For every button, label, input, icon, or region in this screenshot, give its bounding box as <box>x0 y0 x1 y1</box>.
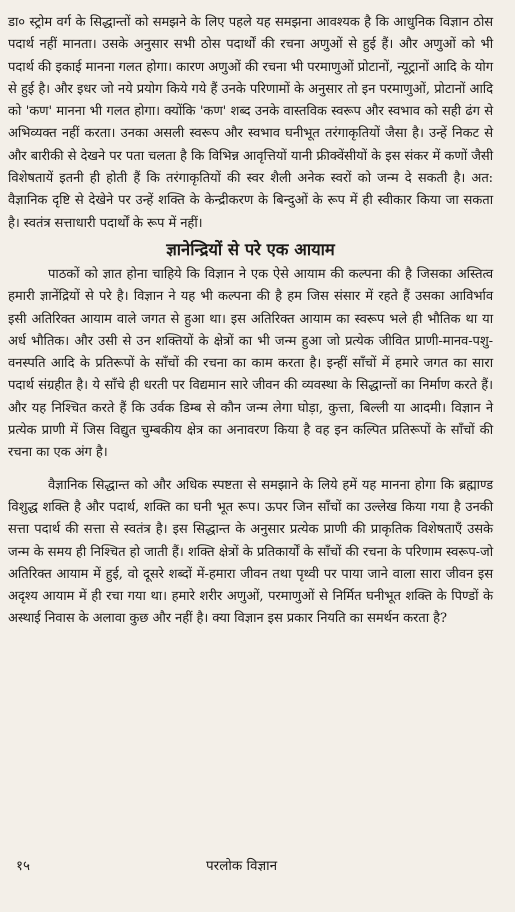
body-paragraph: डा० स्ट्रोम वर्ग के सिद्धान्तों को समझने के लिए पहले यह समझना आवश्यक है कि आधुनिक विज्ञान ठोस पदार्थ नहीं मानता। उसके अनुसार सभी ठोस पदार्थों की रचना अणुओं से हुई हैं। और अणुओं को भी पदार्थ की इकाई मानना गलत होगा। कारण अणुओं की रचना भी परमाणुओं प्रोटानों, न्यूट्रानों आदि के योग से हुई है। और इधर जो नये प्रयोग किये गये हैं उनके परिणामों के अनुसार तो इन परमाणुओं, प्रोटानों आदि को 'कण' मानना भी गलत होगा। क्योंकि 'कण' शब्द उनके वास्तविक स्वरूप और स्वभाव को सही ढंग से अभिव्यक्त नहीं करता। उनका असली स्वरूप और स्वभाव घनीभूत तरंगाकृतियों जैसा है। उन्हें निकट से और बारीकी से देखने पर पता चलता है कि विभिन्न आवृत्तियों यानी फ्रीक्वेंसीयों के इस संकर में कणों जैसी विशेषतायें इतनी ही होती हैं कि तरंगाकृतियों की स्वर शैली अनेक स्वरों को जन्म दे सकती है। अत: वैज्ञानिक दृष्टि से देखेने पर उन्हें शक्ति के केन्द्रीकरण के बिन्दुओं के रूप में ही स्वीकार किया जा सकता है। स्वतंत्र सत्ताधारी पदार्थों के रूप में नहीं। <box>8 15 493 231</box>
running-title: परलोक विज्ञान <box>206 858 278 874</box>
section-heading: ज्ञानेन्द्रियों से परे एक आयाम <box>166 239 335 259</box>
page-number: १५ <box>16 858 31 874</box>
body-paragraph: पाठकों को ज्ञात होना चाहिये कि विज्ञान ने एक ऐसे आयाम की कल्पना की है जिसका अस्तित्व हमारी ज्ञानेंद्रियों से परे है। विज्ञान ने यह भी कल्पना की है हम जिस संसार में रहते हैं उसका आविर्भाव इसी अतिरिक्त आयाम वाले जगत से हुआ था। इस अतिरिक्त आयाम का स्वरूप भले ही भौतिक था या अर्ध भौतिक। और उसी से उन शक्तियों के क्षेत्रों का भी जन्म हुआ जो प्रत्येक जीवित प्राणी-मानव-पशु-वनस्पति आदि के प्रतिरूपों के साँचों की रचना का काम करता है। इन्हीं साँचों में हमारे जगत का सारा पदार्थ संग्रहीत है। ये साँचे ही धरती पर विद्यमान सारे जीवन की व्यवस्था के सिद्धान्तों का निर्माण करते हैं। और यह निश्चित करते हैं कि उर्वक डिम्ब से कौन जन्म लेगा घोड़ा, कुत्ता, बिल्ली या आदमी। विज्ञान ने प्रत्येक प्राणी में जिस विद्युत चुम्बकीय क्षेत्र का अनावरण किया है वह इन कल्पित प्रतिरूपों के साँचों की रचना का एक अंग है। <box>8 266 494 461</box>
body-paragraph: वैज्ञानिक सिद्धान्त को और अधिक स्पष्टता से समझाने के लिये हमें यह मानना होगा कि ब्रह्माण्ड विशुद्ध शक्ति है और पदार्थ, शक्ति का घनी भूत रूप। ऊपर जिन साँचों का उल्लेख किया गया है उनकी सत्ता पदार्थ की सत्ता से स्वतंत्र है। इस सिद्धान्त के अनुसार प्रत्येक प्राणी की प्राकृतिक विशेषताएँ उसके जन्म के समय ही निश्चित हो जाती हैं। शक्ति क्षेत्रों के प्रतिकार्यों के साँचों की रचना के परिणाम स्वरूप-जो अतिरिक्त आयाम में हुई, वो दूसरे शब्दों में-हमारा जीवन तथा पृथ्वी पर पाया जाने वाला सारा जीवन इस अदृश्य आयाम में ही रचा गया था। हमारे शरीर अणुओं, परमाणुओं से निर्मित घनीभूत शक्ति के पिण्डों के अस्थाई निवास के अलावा कुछ और नहीं है। क्या विज्ञान इस प्रकार नियति का समर्थन करता है? <box>8 477 493 627</box>
paragraph-gap <box>8 465 493 475</box>
